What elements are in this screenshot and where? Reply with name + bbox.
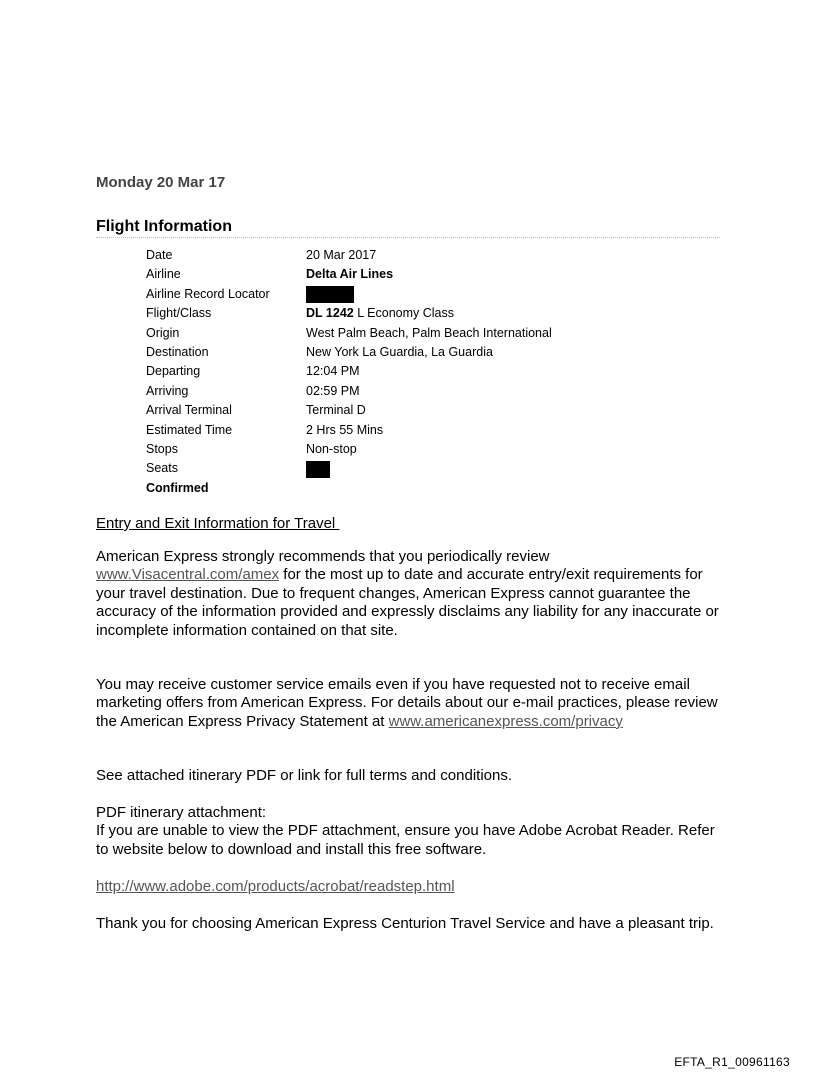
row-label: Estimated Time	[146, 422, 233, 437]
row-value: 20 Mar 2017	[306, 248, 377, 262]
terms-note: See attached itinerary PDF or link for full terms and conditions.	[96, 767, 513, 784]
row-label: Arriving	[146, 383, 189, 398]
entry-exit-paragraph	[96, 548, 726, 640]
row-value: New York La Guardia, La Guardia	[306, 344, 493, 359]
pdf-text: If you are unable to view the PDF attachment, ensure you have Adobe Acrobat Reader. Refer to website below to download and install this free software.	[96, 822, 715, 858]
privacy-paragraph	[96, 676, 726, 731]
row-label: Flight/Class	[146, 306, 212, 321]
flight-number: DL 1242	[306, 306, 354, 321]
row-label: Departing	[146, 364, 201, 379]
flight-row-date	[146, 246, 552, 265]
flight-row-airline	[146, 265, 552, 284]
redaction-box	[306, 461, 330, 478]
row-value: 2 Hrs 55 Mins	[306, 422, 384, 437]
day-heading: Monday 20 Mar 17	[96, 174, 226, 191]
row-label: Seats	[146, 461, 178, 476]
status-label: Confirmed	[146, 480, 209, 495]
row-value: West Palm Beach, Palm Beach International	[306, 325, 552, 340]
flight-row-record-locator	[146, 285, 552, 304]
flight-row-origin	[146, 324, 552, 343]
row-label: Origin	[146, 325, 180, 340]
row-label: Date	[146, 248, 173, 262]
entry-exit-intro: American Express strongly recommends that you periodically review	[96, 548, 550, 565]
flight-row-stops	[146, 440, 552, 459]
pdf-paragraph	[96, 804, 726, 859]
pdf-heading: PDF itinerary attachment:	[96, 804, 267, 821]
flight-row-estimated-time	[146, 421, 552, 440]
flight-class: L Economy Class	[353, 306, 454, 321]
flight-row-arrival-terminal	[146, 401, 552, 420]
flight-info-table	[146, 246, 552, 498]
row-label: Airline Record Locator	[146, 286, 270, 301]
row-label: Destination	[146, 344, 209, 359]
flight-row-destination	[146, 343, 552, 362]
row-value: 12:04 PM	[306, 364, 360, 379]
adobe-link[interactable]: http://www.adobe.com/products/acrobat/readstep.html	[96, 878, 455, 895]
flight-row-flight-class	[146, 304, 552, 323]
adobe-paragraph	[96, 878, 726, 896]
row-value: 02:59 PM	[306, 383, 360, 398]
privacy-link[interactable]: www.americanexpress.com/privacy	[388, 712, 623, 730]
entry-exit-rest: for the most up to date and accurate entry/exit requirements for your travel destination. Due to frequent changes, American Express cannot guarantee the accuracy of the information provided and expressly disclaims any liability for any inaccurate or incomplete information contained on that site.	[96, 566, 719, 639]
flight-row-arriving	[146, 382, 552, 401]
closing-paragraph: Thank you for choosing American Express Centurion Travel Service and have a pleasant trip.	[96, 915, 714, 932]
row-value: Terminal D	[306, 403, 366, 418]
visacentral-link[interactable]: www.Visacentral.com/amex	[96, 566, 280, 584]
row-value: Non-stop	[306, 441, 357, 456]
flight-row-status	[146, 479, 552, 498]
redaction-box	[306, 286, 354, 303]
flight-info-title: Flight Information	[96, 218, 720, 238]
flight-row-seats	[146, 459, 552, 478]
row-label: Arrival Terminal	[146, 403, 232, 418]
entry-exit-title: Entry and Exit Information for Travel	[96, 515, 340, 532]
row-label: Stops	[146, 441, 178, 456]
footer-document-id: EFTA_R1_00961163	[674, 1055, 790, 1069]
row-value	[306, 304, 454, 323]
privacy-text: You may receive customer service emails even if you have requested not to receive email marketing offers from American Express. For details about our e-mail practices, please review the American Express Privacy Statement at	[96, 676, 718, 730]
flight-row-departing	[146, 362, 552, 381]
row-value: Delta Air Lines	[306, 267, 394, 282]
row-label: Airline	[146, 267, 181, 282]
